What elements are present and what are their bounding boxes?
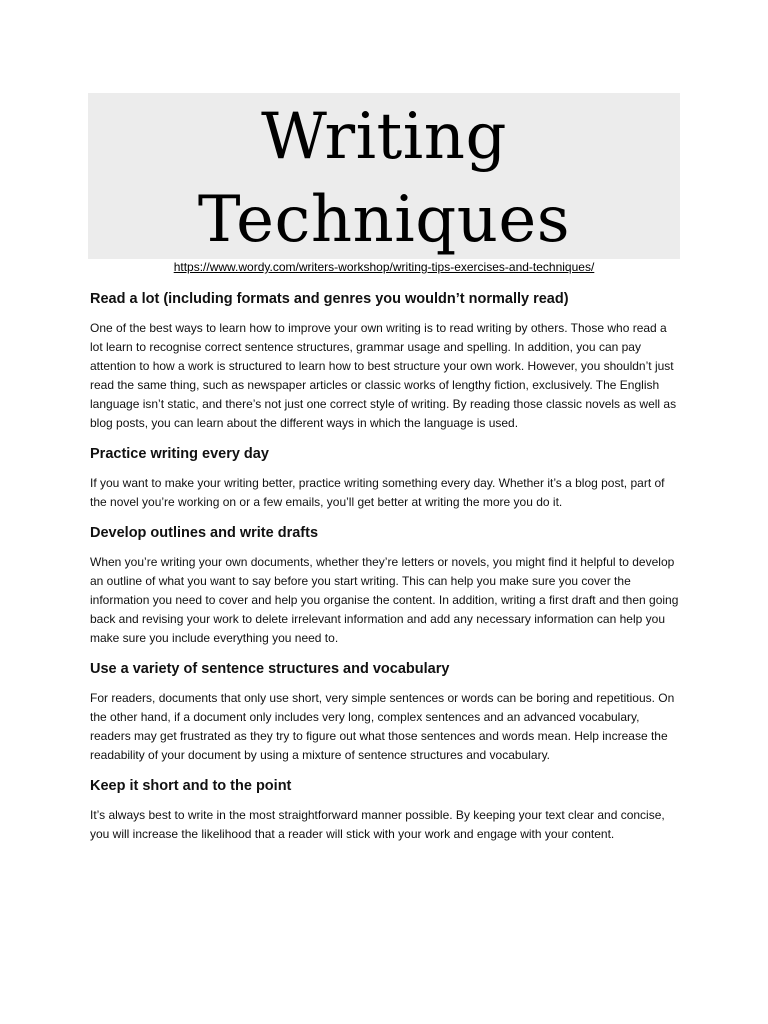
section-heading: Read a lot (including formats and genres you wouldn’t normally read) xyxy=(90,291,569,307)
title-line-1: Writing xyxy=(261,100,507,174)
document-body xyxy=(90,288,682,854)
section-keep-short xyxy=(90,775,682,844)
section-paragraph: It’s always best to write in the most straightforward manner possible. By keeping your text clear and concise, you will increase the likelihood that a reader will stick with your work and engage with your content. xyxy=(90,808,665,841)
section-practice-writing xyxy=(90,443,682,512)
section-heading: Use a variety of sentence structures and vocabulary xyxy=(90,661,450,677)
section-heading: Practice writing every day xyxy=(90,446,269,462)
section-sentence-variety xyxy=(90,658,682,765)
section-heading: Develop outlines and write drafts xyxy=(90,525,319,541)
source-link[interactable]: https://www.wordy.com/writers-workshop/writing-tips-exercises-and-techniques/ xyxy=(173,260,595,274)
section-paragraph: When you’re writing your own documents, whether they’re letters or novels, you might find it helpful to develop an outline of what you want to say before you start writing. This can help you make sure you cover the information you need to cover and help you organise the content. In addition, writing a first draft and then going back and revising your work to delete irrelevant information and add any necessary information can help you make sure you include everything you need to. xyxy=(90,555,679,645)
section-paragraph: One of the best ways to learn how to improve your own writing is to read writing by others. Those who read a lot learn to recognise correct sentence structures, grammar usage and spelling. In addition, you can pay attention to how a work is structured to learn how to best structure your own work. However, you shouldn’t just read the same thing, such as newspaper articles or classic works of lengthy fiction, exclusively. The English language isn’t static, and there’s not just one correct style of writing. By reading those classic novels as well as blog posts, you can learn about the different ways in which the language is used. xyxy=(90,321,677,430)
section-read-a-lot xyxy=(90,288,682,433)
section-heading: Keep it short and to the point xyxy=(90,778,292,794)
section-paragraph: For readers, documents that only use short, very simple sentences or words can be boring and repetitious. On the other hand, if a document only includes very long, complex sentences and an advanced vocabulary, readers may get frustrated as they try to figure out what those sentences and words mean. Help increase the readability of your document by using a mixture of sentence structures and vocabulary. xyxy=(90,691,675,762)
section-outlines-drafts xyxy=(90,522,682,648)
section-paragraph: If you want to make your writing better, practice writing something every day. Whether it’s a blog post, part of the novel you’re working on or a few emails, you’ll get better at writing the more you do it. xyxy=(90,476,665,509)
title-line-2: Techniques xyxy=(197,183,571,257)
